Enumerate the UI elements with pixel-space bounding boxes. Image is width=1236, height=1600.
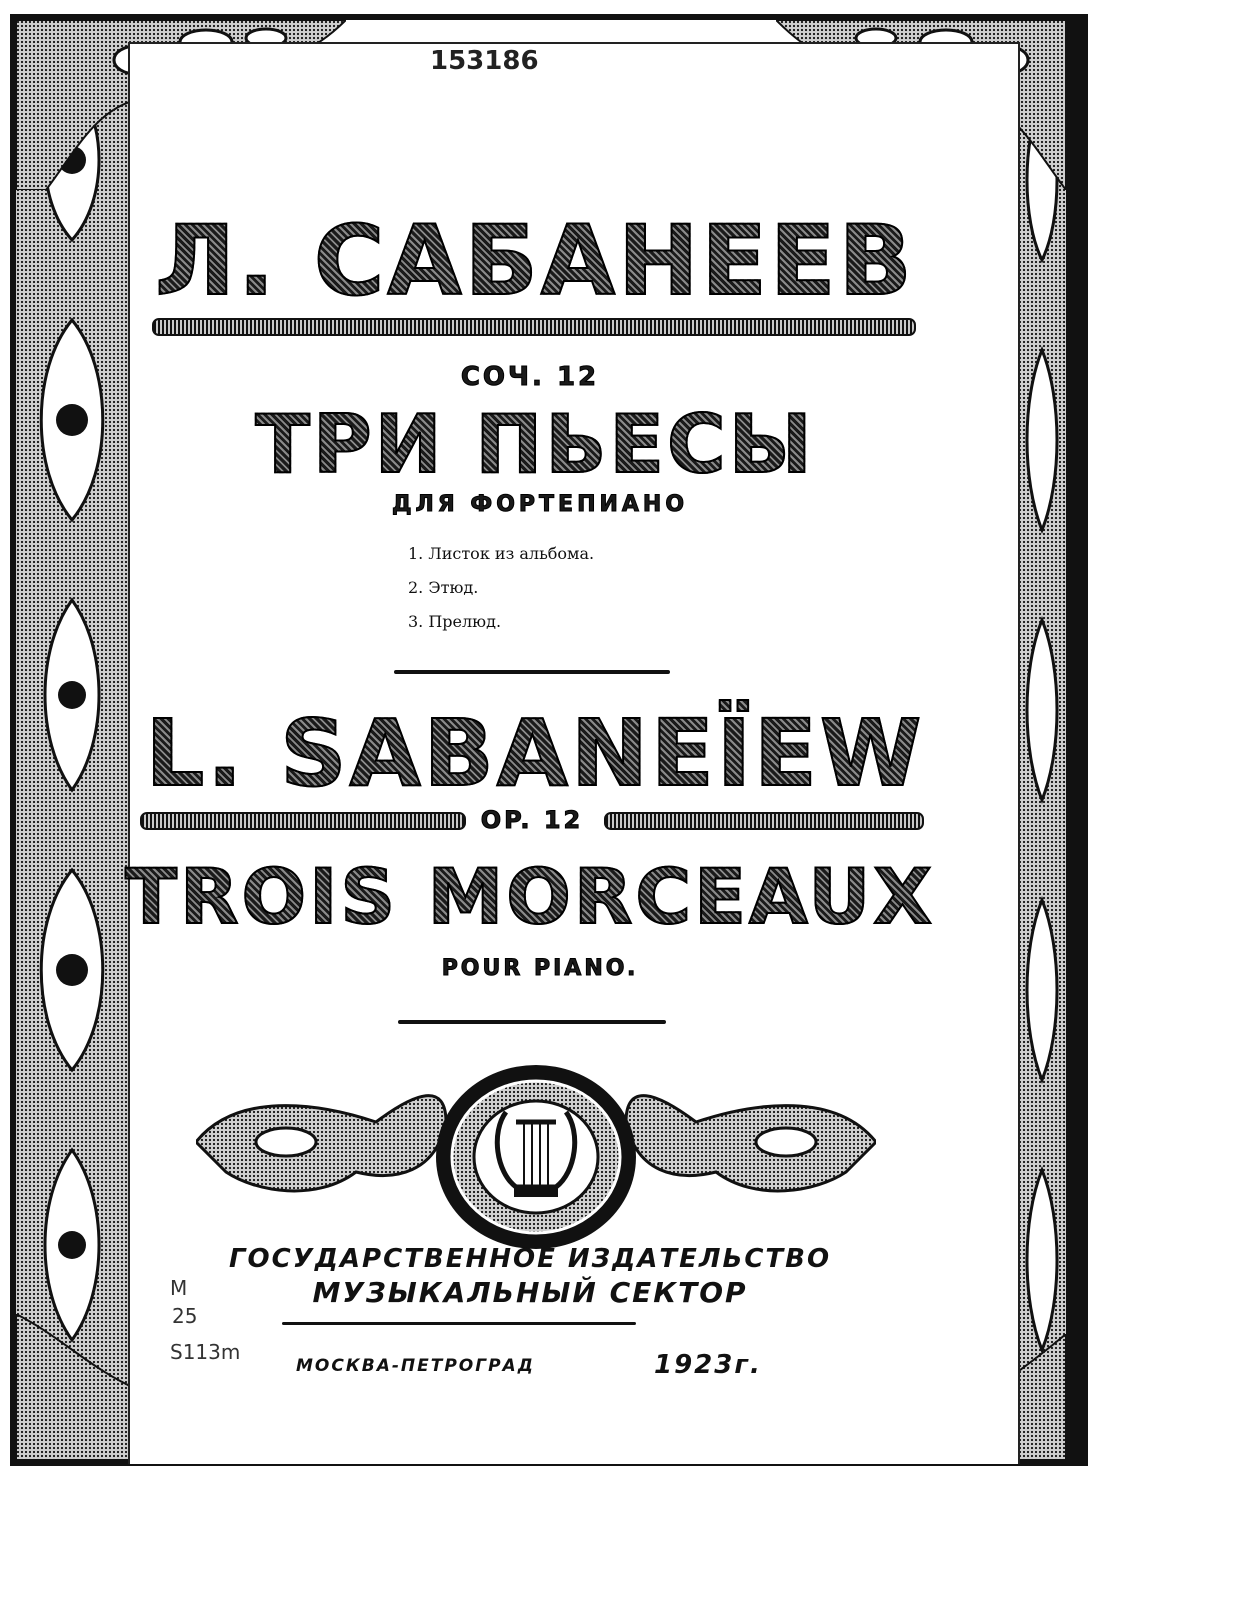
list-item: 2. Этюд. <box>408 578 479 597</box>
catalog-number: 153186 <box>430 46 539 76</box>
subtitle-french: POUR PIANO. <box>441 956 639 981</box>
library-mark-line3: S113m <box>170 1340 241 1364</box>
lyre-emblem <box>196 1062 876 1252</box>
publisher-place: МОСКВА-ПЕТРОГРАД <box>296 1356 535 1376</box>
divider-bottom <box>398 1020 666 1024</box>
publisher-line2: МУЗЫКАЛЬНЫЙ СЕКТОР <box>312 1276 748 1309</box>
list-item: 3. Прелюд. <box>408 612 502 631</box>
title-russian: ТРИ ПЬЕСЫ <box>120 398 950 491</box>
library-mark-line1: M <box>170 1276 188 1300</box>
composer-french: L. SABANEÏEW <box>120 700 950 807</box>
publisher-year: 1923г. <box>654 1350 762 1380</box>
frame-right-bar <box>1066 14 1088 1466</box>
opus-russian: СОЧ. 12 <box>460 362 600 392</box>
pieces-list <box>408 544 594 646</box>
title-french: TROIS MORCEAUX <box>100 852 960 941</box>
right-ornament-border <box>1018 20 1066 1460</box>
publisher-rule <box>282 1322 636 1325</box>
rule-under-composer <box>152 318 916 336</box>
rule-right-of-opus <box>604 812 924 830</box>
rule-left-of-opus <box>140 812 466 830</box>
subtitle-russian: ДЛЯ ФОРТЕПИАНО <box>391 492 689 517</box>
list-item: 1. Листок из альбома. <box>408 544 595 563</box>
opus-french: OP. 12 <box>480 806 584 834</box>
divider-top <box>394 670 670 674</box>
left-ornament-border <box>16 20 128 1460</box>
composer-russian: Л. САБАНЕЕВ <box>120 205 950 317</box>
publisher-line1: ГОСУДАРСТВЕННОЕ ИЗДАТЕЛЬСТВО <box>228 1244 832 1274</box>
library-mark-line2: 25 <box>172 1304 198 1328</box>
